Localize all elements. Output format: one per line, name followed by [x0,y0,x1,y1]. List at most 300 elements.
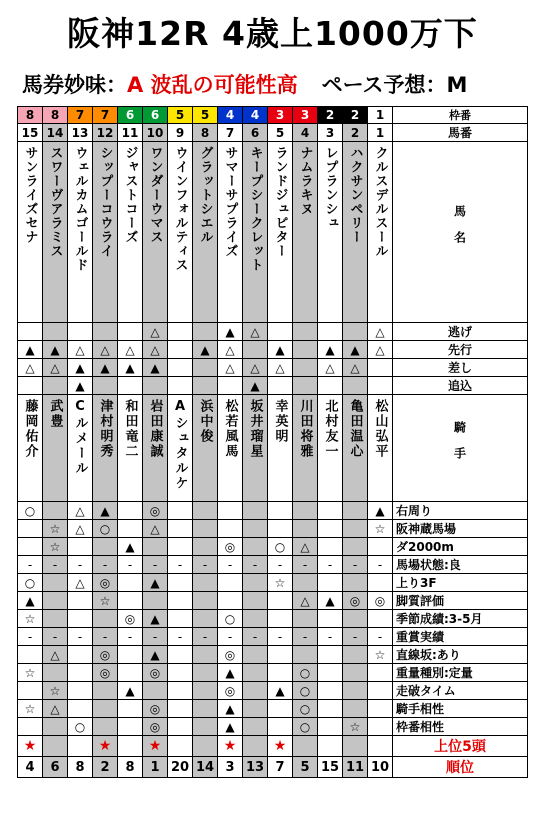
horse-name: サマーサプライズ [222,146,238,258]
row-label: 騎手相性 [393,700,528,718]
row-label: 追込 [393,377,528,395]
horse-number-cell: 9 [168,124,193,142]
top5-mark-cell: ★ [143,736,168,757]
mark-cell [118,574,143,592]
mark-cell: △ [343,359,368,377]
mark-cell [168,520,193,538]
mark-cell [193,377,218,395]
mark-cell: ○ [68,718,93,736]
top5-row [18,736,528,757]
mark-cell [293,377,318,395]
mark-cell: ○ [18,502,43,520]
jockey-name: 松若風馬 [222,399,238,459]
rank-cell: 6 [43,757,68,778]
mark-cell: ▲ [118,359,143,377]
mark-cell: △ [243,323,268,341]
factor-row [18,646,528,664]
mark-cell: ☆ [93,592,118,610]
row-label: 上位5頭 [393,736,528,757]
mark-cell [243,520,268,538]
mark-cell [93,682,118,700]
horse-name: クルスデルスール [372,146,388,258]
mark-cell [268,664,293,682]
horse-name-cell [168,142,193,323]
row-label: 先行 [393,341,528,359]
waku-cell: 7 [68,107,93,124]
mark-cell: ☆ [18,610,43,628]
mark-cell [168,538,193,556]
waku-cell: 6 [118,107,143,124]
mark-cell [368,359,393,377]
mark-cell: △ [218,359,243,377]
row-label: 差し [393,359,528,377]
mark-cell [268,592,293,610]
mark-cell: ◎ [118,610,143,628]
jockey-cell [318,395,343,502]
mark-cell [318,520,343,538]
waku-cell: 2 [318,107,343,124]
mark-cell [18,377,43,395]
mark-cell: ▲ [143,574,168,592]
mark-cell: ▲ [318,341,343,359]
mark-cell [268,646,293,664]
page-title: 阪神12R 4歳上1000万下 [67,14,478,53]
mark-cell [118,700,143,718]
jockey-cell [43,395,68,502]
mark-cell [118,323,143,341]
race-prediction-table [17,106,528,778]
mark-cell [243,341,268,359]
top5-mark-cell: ★ [268,736,293,757]
horse-name-cell [68,142,93,323]
horse-number-cell: 15 [18,124,43,142]
mark-cell [143,592,168,610]
mark-cell: ○ [293,682,318,700]
mark-cell: ▲ [43,341,68,359]
waku-cell: 5 [193,107,218,124]
mark-cell [368,377,393,395]
mark-cell [243,682,268,700]
mark-cell: ○ [293,700,318,718]
mark-cell: - [218,556,243,574]
mark-cell: ▲ [68,359,93,377]
mark-cell: ☆ [268,574,293,592]
horse-name: スワーヴアラミス [47,146,63,258]
top5-mark-cell: ★ [218,736,243,757]
mark-cell [243,610,268,628]
factor-row [18,610,528,628]
jockey-name: 武豊 [47,399,63,429]
mark-cell [168,592,193,610]
mark-cell [118,502,143,520]
waku-cell: 8 [18,107,43,124]
top5-mark-cell [243,736,268,757]
mark-cell: ▲ [218,664,243,682]
horse-name-cell [93,142,118,323]
mark-cell: ▲ [143,646,168,664]
mark-cell [43,610,68,628]
mark-cell [218,592,243,610]
waku-cell: 6 [143,107,168,124]
rank-cell: 20 [168,757,193,778]
horse-number-cell: 11 [118,124,143,142]
jockey-cell [343,395,368,502]
mark-cell [68,646,93,664]
mark-cell [343,700,368,718]
row-label: 阪神蔵馬場 [393,520,528,538]
mark-cell [168,718,193,736]
horse-number-cell: 3 [318,124,343,142]
row-label: 右周り [393,502,528,520]
top5-mark-cell [193,736,218,757]
row-label-text: 騎手 [452,420,467,473]
mark-cell [318,646,343,664]
style-row-sashi [18,359,528,377]
mark-cell: ▲ [243,377,268,395]
horse-name-cell [218,142,243,323]
top5-mark-cell [43,736,68,757]
mark-cell: - [193,628,218,646]
rank-cell: 1 [143,757,168,778]
waku-cell: 1 [368,107,393,124]
mark-cell [343,682,368,700]
rank-cell: 7 [268,757,293,778]
mark-cell [93,377,118,395]
mark-cell: △ [43,359,68,377]
horse-name-cell [18,142,43,323]
mark-cell [218,520,243,538]
mark-cell: ○ [293,664,318,682]
horse-name-cell [243,142,268,323]
mark-cell: - [43,556,68,574]
mark-cell: - [93,628,118,646]
waku-cell: 3 [293,107,318,124]
jockey-name: 藤岡佑介 [22,399,38,459]
style-row-nige [18,323,528,341]
horse-number-cell: 12 [93,124,118,142]
mark-cell [293,323,318,341]
odds-value-grade: A 波乱の可能性高 [127,73,298,97]
rank-row [18,757,528,778]
mark-cell: ▲ [368,502,393,520]
mark-cell [318,377,343,395]
mark-cell: △ [368,341,393,359]
horse-number-row [18,124,528,142]
jockey-name: Cルメール [72,399,88,476]
jockey-cell [243,395,268,502]
rank-cell: 10 [368,757,393,778]
jockey-name: 岩田康誠 [147,399,163,459]
mark-cell [118,646,143,664]
mark-cell: △ [68,574,93,592]
mark-cell [368,574,393,592]
horse-name: グラットシエル [197,146,213,244]
mark-cell: ◎ [343,592,368,610]
horse-number-cell: 14 [43,124,68,142]
row-label: 枠番相性 [393,718,528,736]
mark-cell [68,664,93,682]
waku-cell: 8 [43,107,68,124]
mark-cell: △ [93,341,118,359]
mark-cell: ▲ [343,341,368,359]
mark-cell [168,574,193,592]
mark-cell: ○ [268,538,293,556]
horse-number-cell: 7 [218,124,243,142]
horse-name: シップーコウライ [97,146,113,258]
horse-name: レプランシュ [322,146,338,230]
mark-cell [168,502,193,520]
waku-cell: 7 [93,107,118,124]
waku-cell: 5 [168,107,193,124]
mark-cell: ▲ [218,700,243,718]
horse-number-cell: 4 [293,124,318,142]
mark-cell: ◎ [143,664,168,682]
mark-cell [168,323,193,341]
mark-cell [318,718,343,736]
row-label: 走破タイム [393,682,528,700]
mark-cell: - [93,556,118,574]
mark-cell [218,502,243,520]
mark-cell: △ [18,359,43,377]
mark-cell: ☆ [43,520,68,538]
rank-cell: 8 [68,757,93,778]
mark-cell: △ [143,341,168,359]
row-label: 重賞実績 [393,628,528,646]
mark-cell [293,502,318,520]
mark-cell [293,520,318,538]
mark-cell [268,610,293,628]
mark-cell [243,502,268,520]
mark-cell [343,574,368,592]
horse-name: キープシークレット [247,146,263,272]
top5-mark-cell: ★ [18,736,43,757]
mark-cell: △ [368,323,393,341]
mark-cell [318,502,343,520]
factor-row [18,520,528,538]
factor-row [18,718,528,736]
mark-cell [243,592,268,610]
mark-cell [43,574,68,592]
mark-cell [68,682,93,700]
mark-cell: - [143,628,168,646]
mark-cell [43,323,68,341]
mark-cell [193,520,218,538]
mark-cell: △ [243,359,268,377]
mark-cell [368,538,393,556]
mark-cell [118,592,143,610]
waku-row [18,107,528,124]
mark-cell: - [268,556,293,574]
mark-cell: - [293,628,318,646]
mark-cell: - [343,556,368,574]
mark-cell: △ [68,520,93,538]
mark-cell: - [343,628,368,646]
mark-cell [268,718,293,736]
mark-cell: ▲ [268,682,293,700]
horse-number-cell: 10 [143,124,168,142]
mark-cell: - [43,628,68,646]
mark-cell [343,664,368,682]
mark-cell [118,377,143,395]
mark-cell [318,700,343,718]
jockey-name: 坂井瑠星 [247,399,263,459]
mark-cell [218,377,243,395]
factor-row [18,628,528,646]
mark-cell: △ [68,341,93,359]
mark-cell: - [243,556,268,574]
mark-cell [18,520,43,538]
horse-name-cell [318,142,343,323]
rank-cell: 13 [243,757,268,778]
top5-mark-cell [293,736,318,757]
mark-cell: ◎ [143,718,168,736]
horse-name-cell [368,142,393,323]
mark-cell: △ [68,502,93,520]
mark-cell [243,700,268,718]
mark-cell: ▲ [68,377,93,395]
jockey-cell [193,395,218,502]
mark-cell [68,323,93,341]
mark-cell: - [368,556,393,574]
mark-cell [293,341,318,359]
mark-cell [243,664,268,682]
mark-cell [68,592,93,610]
row-label: 逃げ [393,323,528,341]
mark-cell: - [318,556,343,574]
mark-cell [193,682,218,700]
mark-cell: ◎ [368,592,393,610]
mark-cell [293,646,318,664]
row-label: 直線坂:あり [393,646,528,664]
horse-name-cell [193,142,218,323]
mark-cell: - [168,556,193,574]
row-label-text: 馬名 [452,204,467,257]
jockey-cell [68,395,93,502]
mark-cell [193,610,218,628]
row-label: ダ2000m [393,538,528,556]
mark-cell [193,664,218,682]
pace-prediction: ペース予想：M [321,73,468,97]
waku-cell: 4 [218,107,243,124]
horse-name-cell [343,142,368,323]
mark-cell: ▲ [268,341,293,359]
horse-name: ナムラキヌ [297,146,313,216]
horse-name-cell [268,142,293,323]
mark-cell [43,592,68,610]
horse-number-cell: 8 [193,124,218,142]
mark-cell [268,700,293,718]
mark-cell: - [318,628,343,646]
mark-cell [293,359,318,377]
row-label: 季節成績:3-5月 [393,610,528,628]
factor-row [18,502,528,520]
rank-cell: 3 [218,757,243,778]
mark-cell [68,538,93,556]
mark-cell: - [143,556,168,574]
mark-cell: ☆ [43,682,68,700]
mark-cell: ◎ [218,682,243,700]
mark-cell [268,520,293,538]
mark-cell: ○ [93,520,118,538]
mark-cell [243,574,268,592]
jockey-name: 川田将雅 [297,399,313,459]
mark-cell [43,718,68,736]
mark-cell [318,538,343,556]
top5-mark-cell [118,736,143,757]
horse-name: ウェルカムゴールド [72,146,88,272]
rank-cell: 4 [18,757,43,778]
mark-cell [18,682,43,700]
mark-cell: ▲ [118,682,143,700]
row-label: 馬番 [393,124,528,142]
horse-name-cell [118,142,143,323]
mark-cell [93,538,118,556]
horse-name: ハクサンペリー [347,146,363,244]
mark-cell: - [243,628,268,646]
mark-cell [268,502,293,520]
factor-row [18,592,528,610]
mark-cell: - [18,556,43,574]
mark-cell: ▲ [193,341,218,359]
jockey-cell [293,395,318,502]
mark-cell: ▲ [218,718,243,736]
horse-name-cell [143,142,168,323]
mark-cell [68,700,93,718]
horse-name-row [18,142,528,323]
mark-cell: ○ [218,610,243,628]
mark-cell: ◎ [93,664,118,682]
waku-cell: 4 [243,107,268,124]
mark-cell: ◎ [93,646,118,664]
horse-name: ジャストコーズ [122,146,138,244]
mark-cell: - [118,556,143,574]
mark-cell [218,574,243,592]
factor-row [18,538,528,556]
waku-cell: 3 [268,107,293,124]
mark-cell [318,664,343,682]
horse-name: サンライズセナ [22,146,38,244]
mark-cell [43,377,68,395]
mark-cell: ☆ [368,646,393,664]
mark-cell [118,664,143,682]
row-label: 脚質評価 [393,592,528,610]
row-label: 馬場状態:良 [393,556,528,574]
mark-cell [193,502,218,520]
mark-cell: △ [293,538,318,556]
horse-name-cell [293,142,318,323]
mark-cell [168,610,193,628]
mark-cell: - [293,556,318,574]
style-row-senko [18,341,528,359]
mark-cell [143,377,168,395]
jockey-name: 松山弘平 [372,399,388,459]
rank-cell: 14 [193,757,218,778]
mark-cell: ▲ [218,323,243,341]
mark-cell: ◎ [218,538,243,556]
horse-number-cell: 13 [68,124,93,142]
horse-name: ランドジュピター [272,146,288,258]
mark-cell [243,718,268,736]
mark-cell: △ [118,341,143,359]
mark-cell: ○ [18,574,43,592]
mark-cell [343,323,368,341]
horse-name: ウインフォルティス [172,146,188,272]
mark-cell: ◎ [143,502,168,520]
mark-cell [293,610,318,628]
top5-mark-cell: ★ [93,736,118,757]
jockey-name: Aシュタルケ [172,399,188,491]
jockey-name: 津村明秀 [97,399,113,459]
